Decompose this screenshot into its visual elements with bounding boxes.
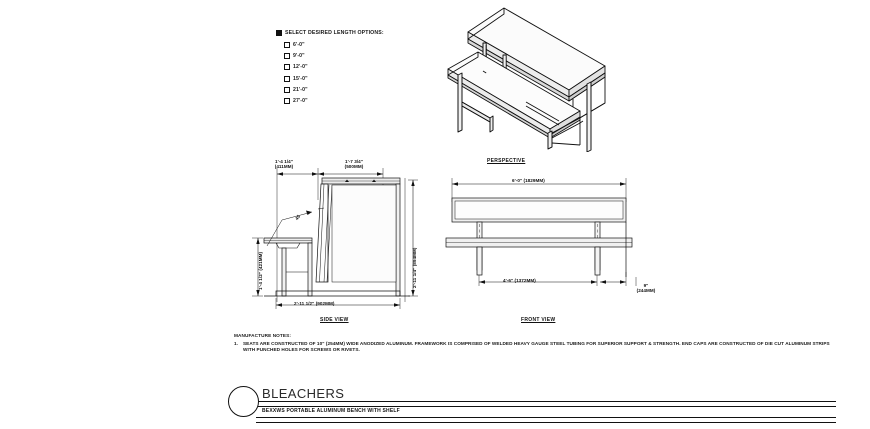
manufacture-note-number: 1. — [234, 340, 239, 346]
list-item[interactable] — [284, 98, 384, 104]
list-item[interactable] — [284, 64, 384, 70]
length-option-checkbox-1[interactable] — [284, 53, 290, 59]
dimension-front-right — [634, 283, 658, 293]
length-option-checkbox-3[interactable] — [284, 76, 290, 82]
dimension-front-top: 6'-0" (1829MM) — [512, 178, 545, 183]
dimension-front-right-inches: 9" — [643, 283, 649, 288]
perspective-view-drawing — [430, 2, 630, 152]
title-block-rule-4 — [256, 422, 836, 423]
dimension-side-top-left — [263, 159, 305, 169]
length-option-label-2: 12'-0" — [293, 64, 308, 71]
title-block-subtitle: BEXXWS PORTABLE ALUMINUM BENCH WITH SHELF — [262, 408, 400, 414]
length-option-checkbox-5[interactable] — [284, 98, 290, 104]
length-option-label-3: 15'-0" — [293, 75, 308, 82]
length-option-checkbox-0[interactable] — [284, 42, 290, 48]
title-block — [228, 384, 836, 424]
dimension-side-bottom: 2'-11 1/2" (902MM) — [294, 301, 335, 306]
list-item[interactable] — [284, 76, 384, 82]
manufacture-note-text: SEATS ARE CONSTRUCTED OF 10" (254MM) WIDE ANODIZED ALUMINUM. FRAMEWORK IS COMPRISED OF WELDED HEAVY GAUGE STEEL TUBING FOR SUPERIOR SUPPORT & STRENGTH. END CAPS ARE CONSTRUCTED OF DIE CUT ALUMINUM STRIPS WITH PUNCHED HOLES FOR SCREWS OR RIVETS. — [243, 340, 830, 352]
side-view-label: SIDE VIEW — [320, 317, 349, 323]
length-options-header-checkbox[interactable] — [276, 30, 282, 36]
length-option-checkbox-4[interactable] — [284, 87, 290, 93]
manufacture-notes-heading: MANUFACTURE NOTES: — [234, 333, 292, 338]
length-option-label-1: 9'-0" — [293, 53, 305, 60]
perspective-view-label: PERSPECTIVE — [487, 158, 526, 164]
title-block-rule-3 — [256, 417, 836, 418]
length-options-header[interactable] — [276, 30, 384, 36]
dimension-side-right-vertical: 2'-11 1/4" (894MM) — [412, 247, 417, 288]
length-option-label-5: 27'-0" — [293, 97, 308, 104]
title-block-rule-2 — [256, 406, 836, 407]
dimension-front-right-mm: (244MM) — [636, 288, 656, 293]
side-view-drawing — [250, 160, 430, 320]
dimension-front-bottom: 4'-6" (1372MM) — [503, 278, 536, 283]
dimension-side-top-left-feet: 1'-4 1/4" — [274, 159, 294, 164]
dimension-side-top-right-feet: 1'-7 3/4" — [344, 159, 364, 164]
list-item[interactable] — [284, 53, 384, 59]
dimension-side-left-vertical: 1'-4 1/2" (421MM) — [258, 251, 263, 290]
list-item[interactable] — [284, 42, 384, 48]
list-item[interactable] — [284, 87, 384, 93]
length-option-label-4: 21'-0" — [293, 86, 308, 93]
length-options-header-label: SELECT DESIRED LENGTH OPTIONS: — [285, 30, 384, 36]
dimension-side-top-right — [329, 159, 379, 169]
length-option-checkbox-2[interactable] — [284, 64, 290, 70]
dimension-side-top-right-mm: (500MM) — [344, 164, 364, 169]
length-option-label-0: 6'-0" — [293, 42, 305, 48]
dimension-angle-leader: 45 — [294, 213, 302, 222]
front-view-label: FRONT VIEW — [521, 317, 556, 323]
dimension-side-top-left-mm: (411MM) — [274, 164, 294, 169]
manufacture-note-item — [234, 341, 834, 354]
length-options-panel — [276, 30, 384, 109]
title-block-logo-circle — [228, 386, 259, 417]
page-title: BLEACHERS — [262, 386, 345, 401]
length-options-list — [284, 42, 384, 104]
manufacture-notes — [234, 333, 834, 353]
front-view-drawing — [440, 172, 660, 317]
title-block-top-rule — [228, 401, 836, 402]
